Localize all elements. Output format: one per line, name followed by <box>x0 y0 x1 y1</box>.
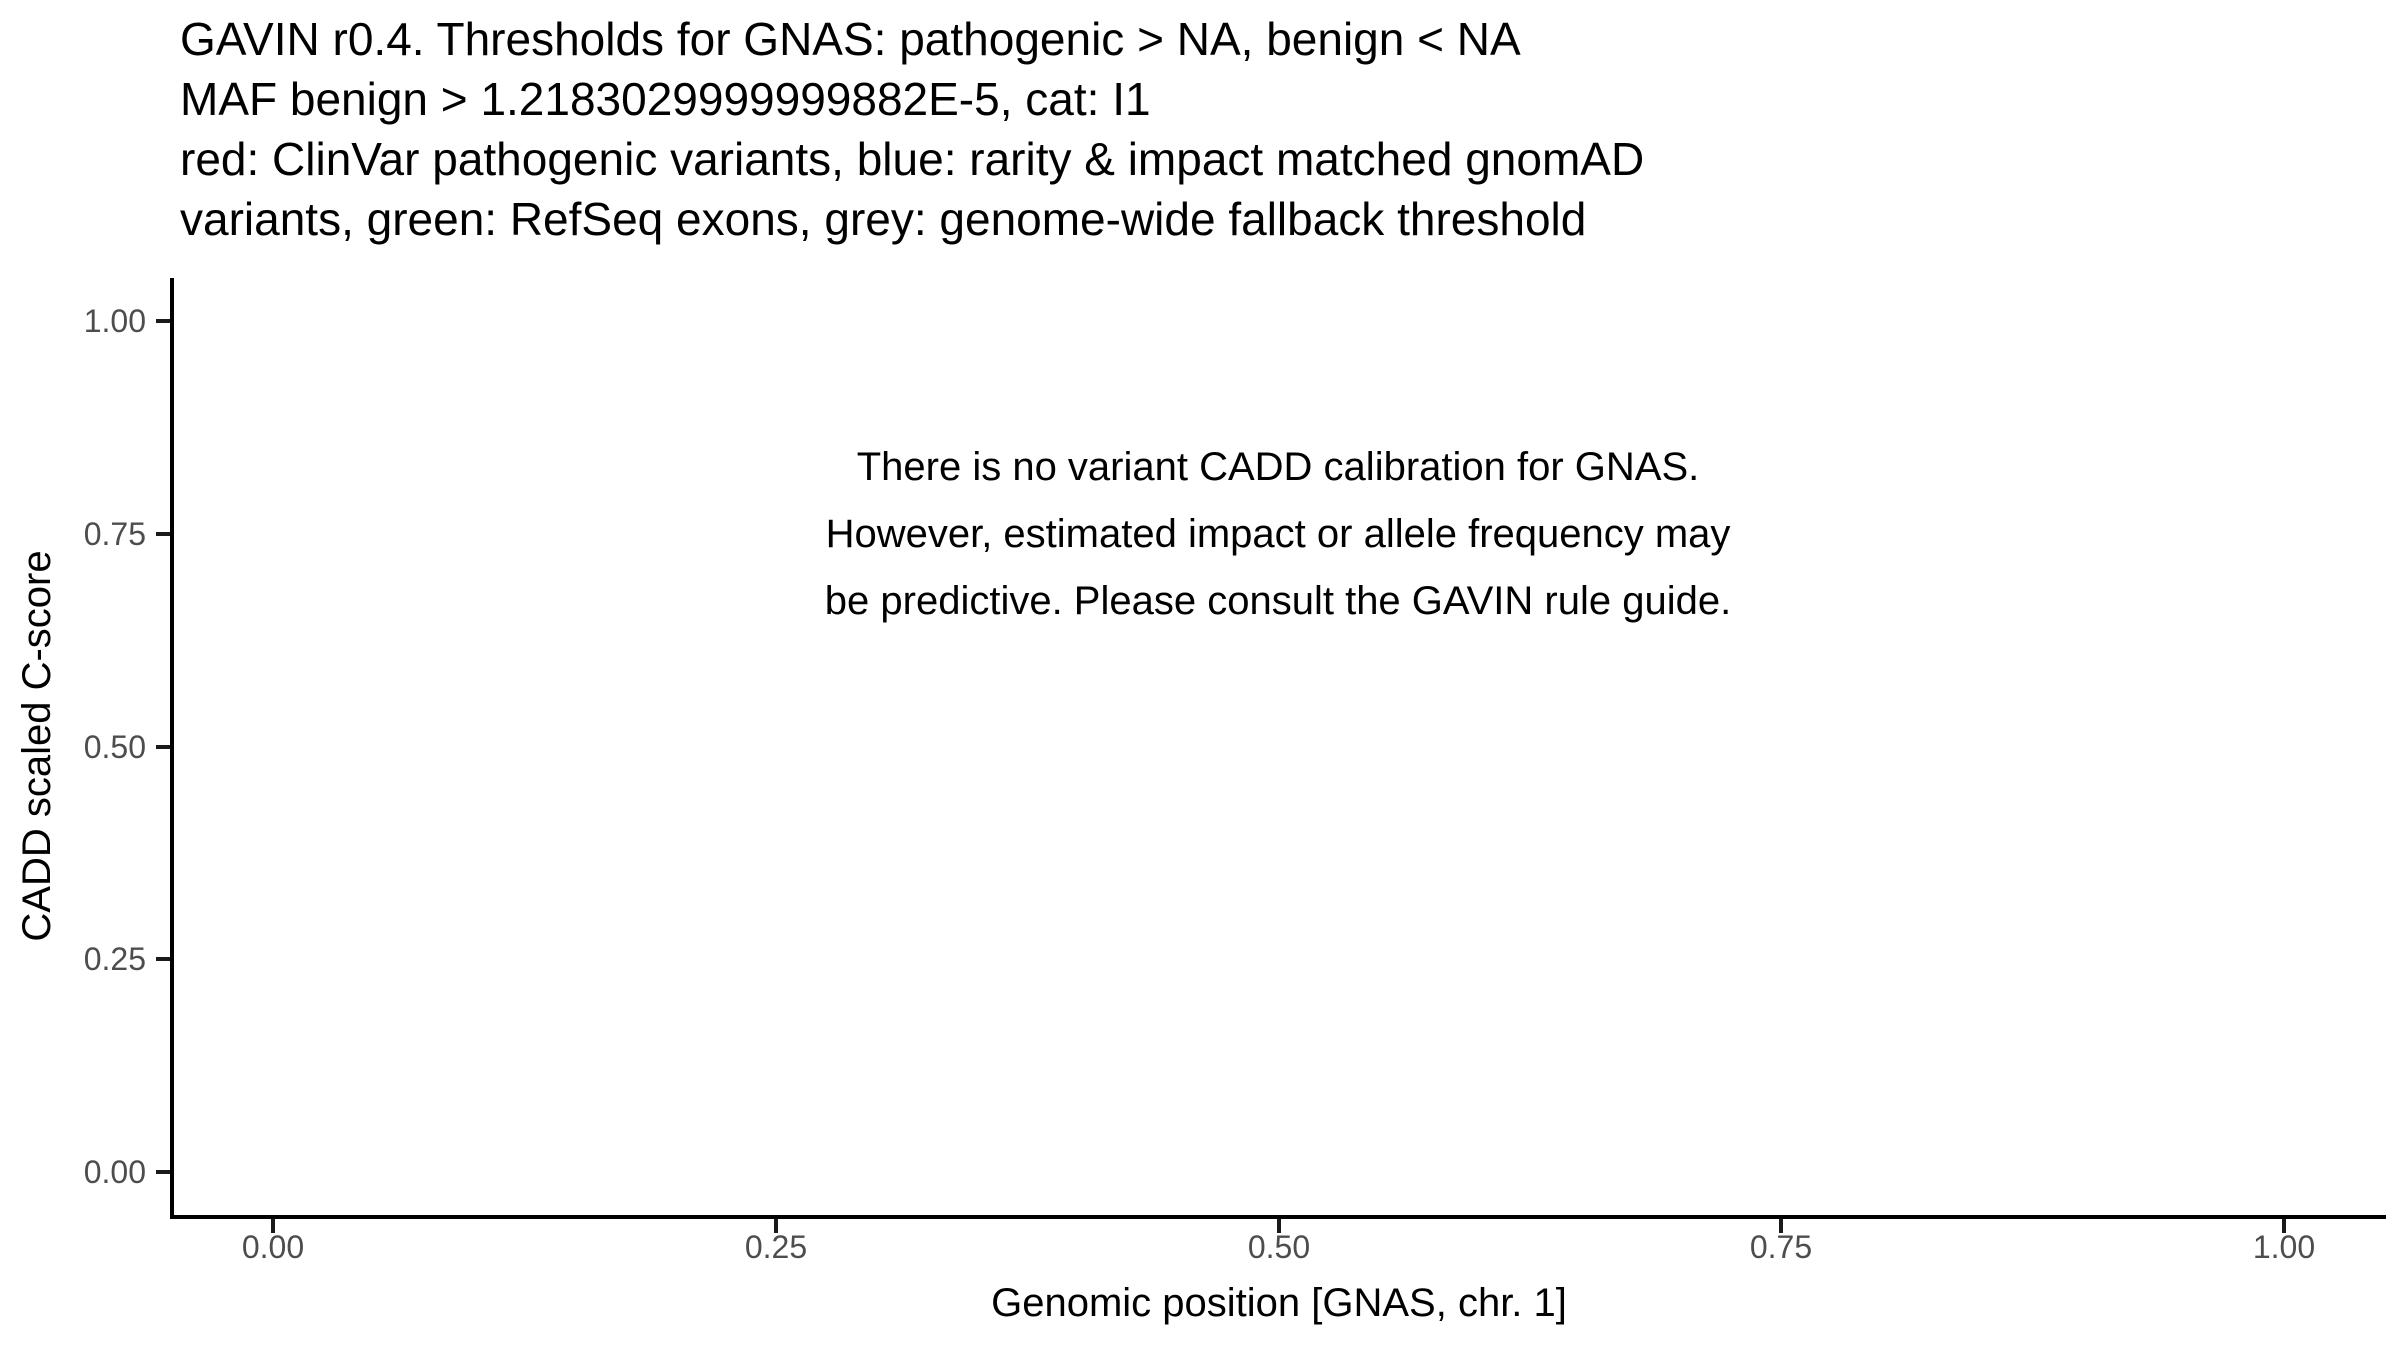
y-axis-line <box>170 278 174 1219</box>
y-axis-tick-label: 0.75 <box>83 516 146 552</box>
y-axis-tick-label: 0.25 <box>83 941 146 977</box>
x-axis-title: Genomic position [GNAS, chr. 1] <box>991 1281 1567 1325</box>
plot-title-line-3: red: ClinVar pathogenic variants, blue: rarity & impact matched gnomAD <box>180 133 1645 185</box>
y-axis-tick <box>156 957 170 961</box>
y-axis-tick <box>156 319 170 323</box>
y-axis-tick <box>156 1170 170 1174</box>
no-calibration-message <box>578 434 1978 635</box>
y-axis-title: CADD scaled C-score <box>15 550 59 942</box>
y-axis-tick-label: 0.50 <box>83 729 146 765</box>
x-axis-tick-label: 0.25 <box>744 1229 808 1265</box>
no-calibration-message-line-3: be predictive. Please consult the GAVIN rule guide. <box>824 579 1732 623</box>
x-axis-tick-label: 0.00 <box>241 1229 305 1265</box>
x-axis-tick-label: 1.00 <box>2252 1229 2316 1265</box>
y-axis-tick <box>156 532 170 536</box>
y-axis-tick <box>156 745 170 749</box>
x-axis-tick-label: 0.50 <box>1247 1229 1311 1265</box>
no-calibration-message-line-2: However, estimated impact or allele frequency may <box>825 512 1731 556</box>
y-axis-tick-label: 1.00 <box>83 303 146 339</box>
y-axis-tick-label: 0.00 <box>83 1154 146 1190</box>
no-calibration-message-line-1: There is no variant CADD calibration for GNAS. <box>856 445 1700 489</box>
plot-title <box>180 9 1644 249</box>
plot-title-line-2: MAF benign > 1.2183029999999882E-5, cat: I1 <box>180 73 1151 125</box>
plot-title-line-1: GAVIN r0.4. Thresholds for GNAS: pathogenic > NA, benign < NA <box>180 13 1521 65</box>
x-axis-tick-label: 0.75 <box>1749 1229 1813 1265</box>
plot-title-line-4: variants, green: RefSeq exons, grey: genome-wide fallback threshold <box>180 193 1587 245</box>
